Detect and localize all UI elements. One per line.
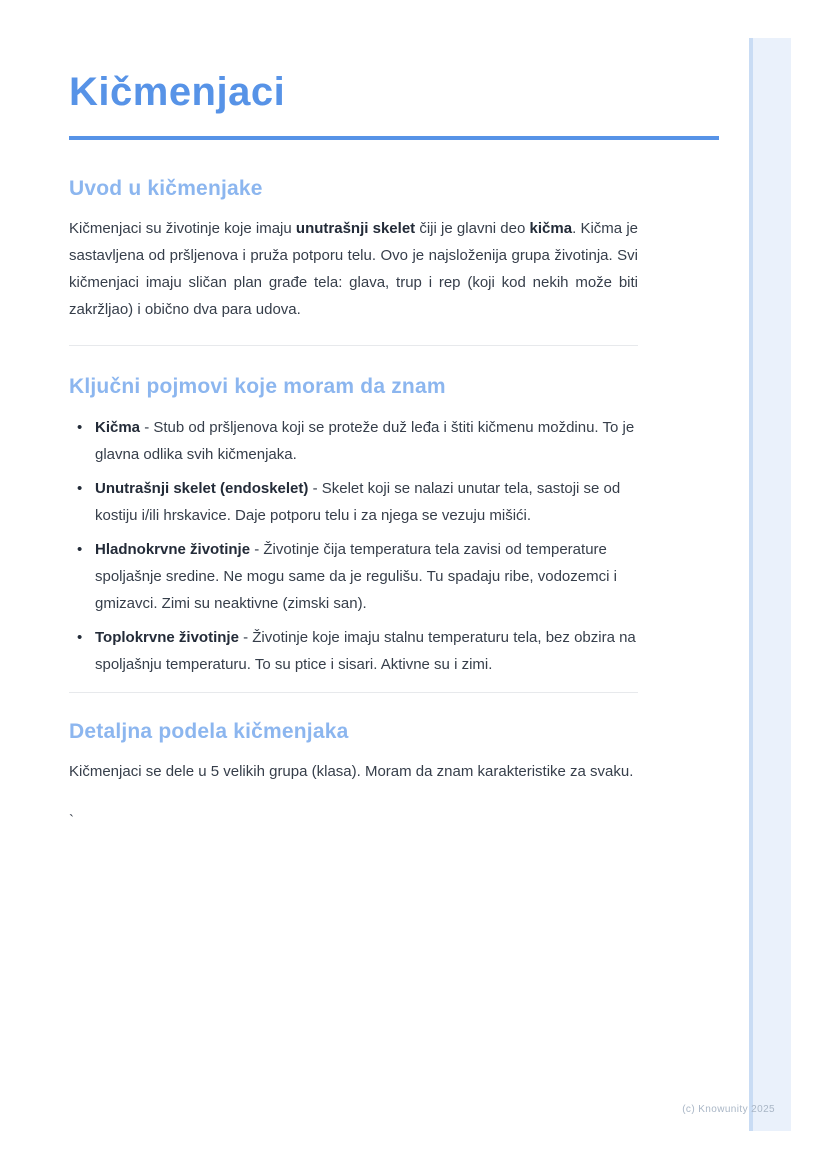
- right-accent-bar: [749, 38, 791, 1131]
- section-heading-intro: Uvod u kičmenjake: [69, 177, 263, 200]
- bold-term: kičma: [529, 220, 573, 237]
- term: Kičma: [95, 419, 141, 436]
- stray-backtick-text: `: [69, 812, 74, 829]
- definition: - Životinje koje imaju stalnu temperaturu tela, bez obzira na spoljašnju temperaturu. To su ptice i sisari. Aktivne su i zimi.: [95, 629, 636, 673]
- definition: - Skelet koji se nalazi unutar tela, sastoji se od kostiju i/ili hrskavice. Daje potporu telu i za njega se vezuju mišići.: [95, 480, 621, 524]
- section-heading-division: Detaljna podela kičmenjaka: [69, 720, 349, 743]
- term-definition: [95, 475, 638, 529]
- text-segment: Kičmenjaci su životinje koje imaju: [69, 220, 296, 237]
- intro-paragraph: [69, 215, 638, 323]
- list-item: [69, 414, 638, 468]
- term-definition: [95, 624, 638, 678]
- list-item: [69, 624, 638, 678]
- bullet-icon: •: [77, 541, 83, 558]
- copyright-footer: (c) Knowunity 2025: [682, 1104, 775, 1115]
- key-terms-list: [69, 414, 638, 678]
- bullet-icon: •: [77, 480, 83, 497]
- term-definition: [95, 414, 638, 468]
- definition: - Životinje čija temperatura tela zavisi od temperature spoljašnje sredine. Ne mogu same da je regulišu. Tu spadaju ribe, vodozemci i gmizavci. Zimi su neaktivne (zimski san).: [95, 541, 617, 612]
- bold-term: unutrašnji skelet: [295, 220, 416, 237]
- section-heading-key-terms: Ključni pojmovi koje moram da znam: [69, 375, 446, 398]
- list-item: [69, 475, 638, 529]
- term: Hladnokrvne životinje: [95, 541, 251, 558]
- text-segment: . Kičma je sastavljena od pršljenova i pruža potporu telu. Ovo je najsloženija grupa životinja. Svi kičmenjaci imaju sličan plan građe tela: glava, trup i rep (koji kod nekih može biti zakržljao) i obično dva para udova.: [69, 220, 639, 318]
- section-divider: [69, 345, 638, 346]
- bullet-icon: •: [77, 419, 83, 436]
- term: Unutrašnji skelet (endoskelet): [95, 480, 309, 497]
- page-title: Kičmenjaci: [69, 70, 286, 114]
- text-segment: čiji je glavni deo: [415, 220, 530, 237]
- division-paragraph: Kičmenjaci se dele u 5 velikih grupa (klasa). Moram da znam karakteristike za svaku.: [69, 763, 634, 780]
- list-item: [69, 536, 638, 617]
- document-content: [69, 0, 638, 834]
- term-definition: [95, 536, 638, 617]
- bullet-icon: •: [77, 629, 83, 646]
- title-underline-rule: [69, 136, 719, 140]
- section-divider: [69, 692, 638, 693]
- definition: - Stub od pršljenova koji se proteže duž leđa i štiti kičmenu moždinu. To je glavna odlika svih kičmenjaka.: [95, 419, 635, 463]
- term: Toplokrvne životinje: [95, 629, 239, 646]
